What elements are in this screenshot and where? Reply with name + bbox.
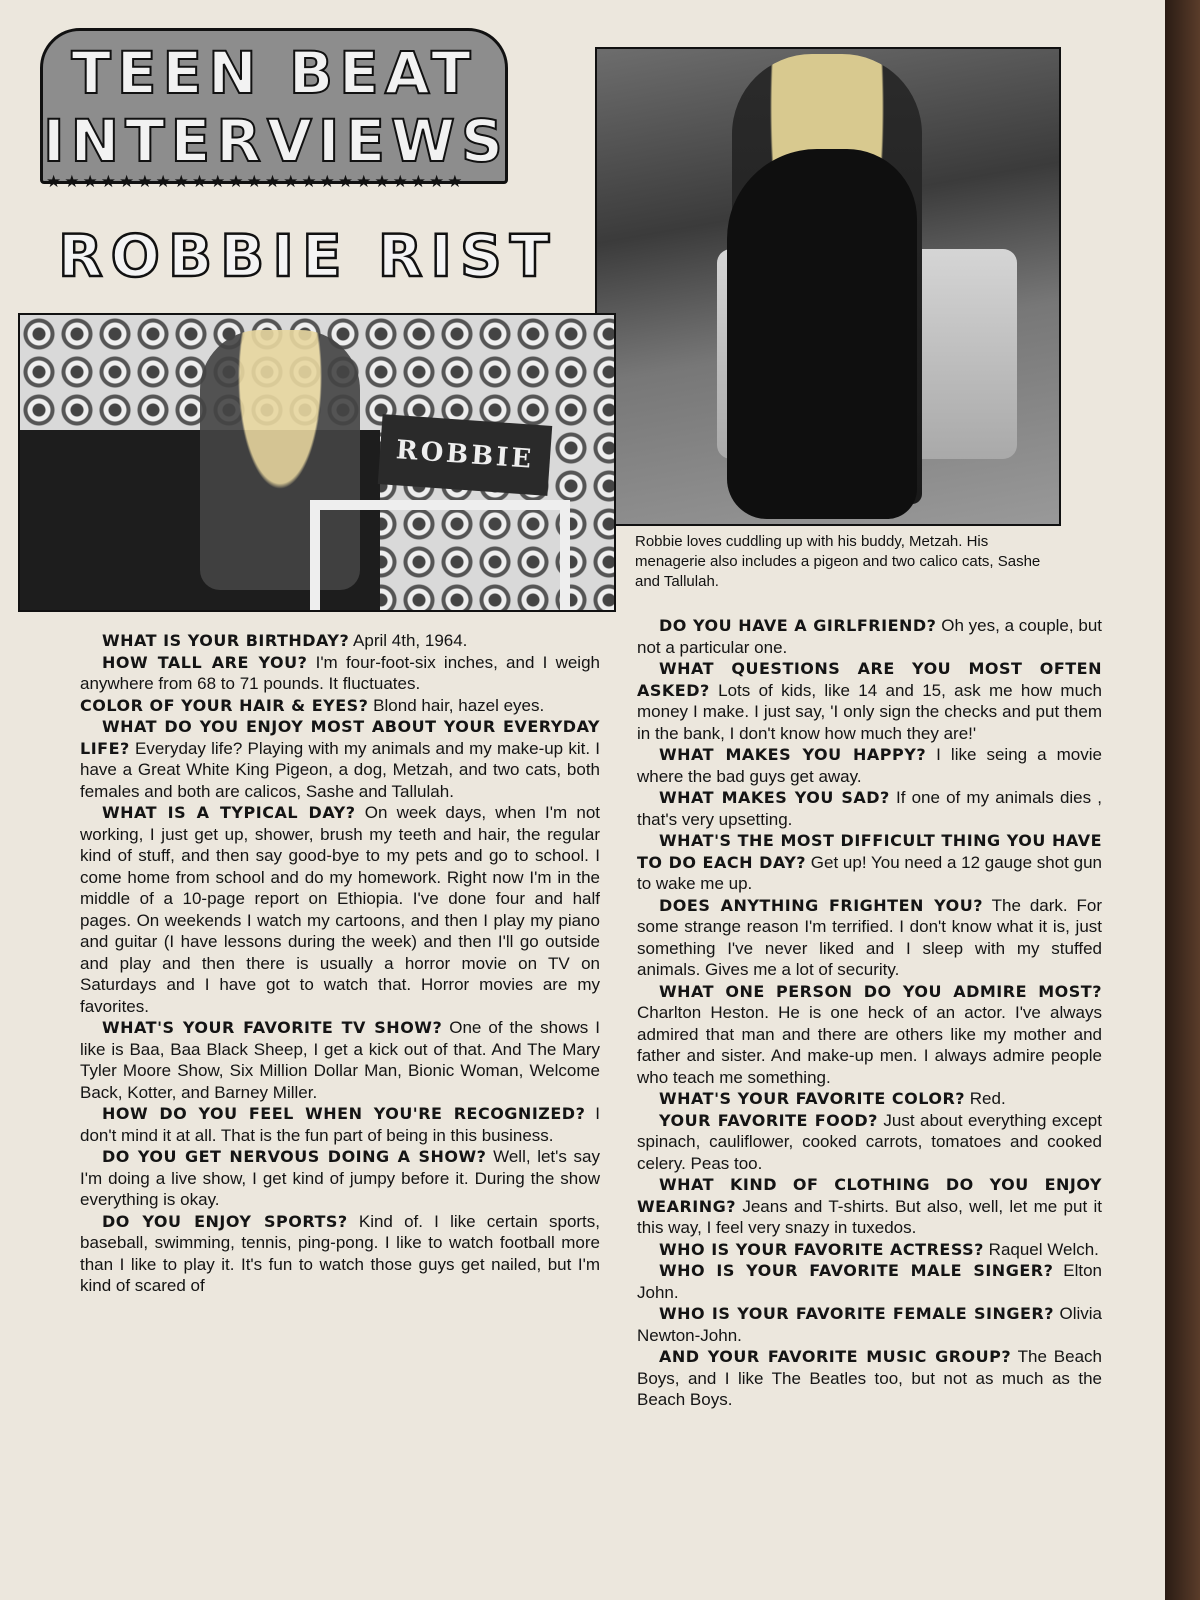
qa-item bbox=[80, 695, 600, 717]
answer: April 4th, 1964. bbox=[349, 631, 468, 650]
qa-item bbox=[80, 716, 600, 802]
interview-column-left bbox=[80, 630, 600, 1297]
question: WHAT DO YOU ENJOY MOST ABOUT YOUR EVERYDAY LIFE? bbox=[80, 717, 600, 758]
question: WHAT KIND OF CLOTHING DO YOU ENJOY WEARING? bbox=[637, 1175, 1102, 1216]
answer: Lots of kids, like 14 and 15, ask me how much money I make. I just say, 'I only sign the checks and put them in the bank, I don't know how much they are!' bbox=[637, 680, 1102, 743]
qa-item bbox=[80, 652, 600, 695]
answer: Get up! You need a 12 gauge shot gun to wake me up. bbox=[637, 852, 1102, 893]
answer: Elton John. bbox=[637, 1261, 1102, 1302]
qa-item bbox=[637, 981, 1102, 1089]
question: WHAT'S YOUR FAVORITE TV SHOW? bbox=[102, 1018, 443, 1037]
chair-name-label: ROBBIE bbox=[378, 414, 552, 496]
question: YOUR FAVORITE FOOD? bbox=[659, 1110, 878, 1130]
answer: I don't mind it at all. That is the fun part of being in this business. bbox=[80, 1104, 600, 1145]
background-edge bbox=[1165, 0, 1200, 1600]
star-divider: ★★★★★★★★★★★★★★★★★★★★★★★ bbox=[46, 172, 466, 191]
question: WHO IS YOUR FAVORITE FEMALE SINGER? bbox=[659, 1304, 1055, 1323]
qa-item bbox=[637, 1239, 1102, 1261]
answer: Raquel Welch. bbox=[983, 1239, 1099, 1259]
answer: Red. bbox=[965, 1089, 1006, 1108]
question: WHO IS YOUR FAVORITE MALE SINGER? bbox=[659, 1261, 1054, 1280]
answer: Kind of. I like certain sports, baseball, swimming, tennis, ping-pong. I like to watch football more than I like to play it. It's fun to watch those guys get nailed, but I'm kind of scared of bbox=[80, 1211, 601, 1295]
photo-robbie-with-dog bbox=[595, 47, 1061, 526]
interview-column-right bbox=[637, 615, 1102, 1411]
qa-item bbox=[637, 658, 1102, 744]
question: DO YOU ENJOY SPORTS? bbox=[102, 1211, 348, 1231]
qa-item bbox=[637, 1110, 1102, 1175]
qa-item bbox=[637, 1303, 1102, 1346]
question: WHAT MAKES YOU SAD? bbox=[659, 788, 890, 807]
qa-item bbox=[637, 1346, 1102, 1411]
question: COLOR OF YOUR HAIR & EYES? bbox=[80, 695, 369, 715]
answer: Oh yes, a couple, but not a particular one. bbox=[637, 616, 1102, 657]
answer: The Beach Boys, and I like The Beatles too, but not as much as the Beach Boys. bbox=[637, 1347, 1102, 1409]
qa-item bbox=[637, 1088, 1102, 1110]
answer: Olivia Newton-John. bbox=[637, 1304, 1102, 1345]
question: WHAT'S THE MOST DIFFICULT THING YOU HAVE TO DO EACH DAY? bbox=[637, 831, 1102, 872]
subject-name: ROBBIE RIST bbox=[58, 222, 558, 290]
qa-item bbox=[637, 830, 1102, 895]
question: WHAT IS YOUR BIRTHDAY? bbox=[102, 631, 350, 650]
answer: Just about everything except spinach, cauliflower, cooked carrots, tomatoes and cooked celery. Peas too. bbox=[637, 1110, 1102, 1173]
qa-item bbox=[637, 1174, 1102, 1239]
qa-item bbox=[80, 1017, 600, 1103]
teen-beat-logo bbox=[40, 28, 508, 184]
qa-item bbox=[637, 787, 1102, 830]
qa-item bbox=[80, 1146, 600, 1211]
question: HOW DO YOU FEEL WHEN YOU'RE RECOGNIZED? bbox=[102, 1104, 586, 1123]
question: DOES ANYTHING FRIGHTEN YOU? bbox=[659, 895, 984, 915]
logo-line-2: INTERVIEWS bbox=[43, 107, 509, 175]
question: WHAT QUESTIONS ARE YOU MOST OFTEN ASKED? bbox=[637, 659, 1102, 700]
question: WHO IS YOUR FAVORITE ACTRESS? bbox=[659, 1239, 984, 1259]
answer: On week days, when I'm not working, I just get up, shower, brush my teeth and hair, the regular kind of stuff, and then say good-bye to my pets and go to school. I come home from school and do my homework. Right now I'm in the middle of a 10-page report on Ethiopia. I've done four and half pages. On weekends I watch my cartoons, and then I play my piano and guitar (I have lessons during the week) and then I'll go outside and play and then there is usually a horror movie on TV on Saturdays and I have got to watch that. Horror movies are my favorites. bbox=[80, 803, 600, 1016]
answer: I'm four-foot-six inches, and I weigh anywhere from 68 to 71 pounds. It fluctuates. bbox=[80, 652, 600, 693]
answer: One of the shows I like is Baa, Baa Black Sheep, I get a kick out of that. And The Mary Tyler Moore Show, Six Million Dollar Man, Bionic Woman, Welcome Back, Kotter, and Barney Miller. bbox=[80, 1018, 601, 1102]
qa-item bbox=[637, 615, 1102, 658]
question: WHAT MAKES YOU HAPPY? bbox=[659, 745, 927, 764]
answer: Blond hair, hazel eyes. bbox=[368, 695, 545, 715]
photo-robbie-in-chair bbox=[18, 313, 616, 612]
question: DO YOU HAVE A GIRLFRIEND? bbox=[659, 616, 937, 635]
question: WHAT IS A TYPICAL DAY? bbox=[102, 803, 356, 822]
answer: Everyday life? Playing with my animals and my make-up kit. I have a Great White King Pigeon, a dog, Metzah, and two cats, both females and both are calicos, Sashe and Tallulah. bbox=[80, 738, 600, 801]
question: AND YOUR FAVORITE MUSIC GROUP? bbox=[659, 1347, 1012, 1366]
question: WHAT ONE PERSON DO YOU ADMIRE MOST? bbox=[659, 981, 1102, 1001]
photo-directors-chair bbox=[310, 500, 570, 610]
photo-dog-figure bbox=[727, 149, 917, 519]
qa-item bbox=[80, 802, 600, 1017]
qa-item bbox=[80, 1211, 600, 1297]
answer: If one of my animals dies , that's very upsetting. bbox=[637, 788, 1103, 829]
logo-line-1: TEEN BEAT bbox=[71, 39, 477, 107]
qa-item bbox=[80, 1103, 600, 1146]
question: DO YOU GET NERVOUS DOING A SHOW? bbox=[102, 1147, 487, 1166]
photo-caption: Robbie loves cuddling up with his buddy, Metzah. His menagerie also includes a pigeon and two calico cats, Sashe and Tallulah. bbox=[635, 533, 1041, 590]
qa-item bbox=[80, 630, 600, 652]
answer: I like seing a movie where the bad guys get away. bbox=[637, 745, 1102, 786]
answer: Charlton Heston. He is one heck of an actor. I've always admired that man and there are others like my mother and father and sister. And make-up men. I always admire people who teach me something. bbox=[637, 1003, 1102, 1087]
qa-item bbox=[637, 744, 1102, 787]
answer: Jeans and T-shirts. But also, well, let me put it this way, I feel very snazy in tuxedos. bbox=[637, 1196, 1102, 1237]
question: WHAT'S YOUR FAVORITE COLOR? bbox=[659, 1089, 966, 1108]
qa-item bbox=[637, 895, 1102, 981]
answer: Well, let's say I'm doing a live show, I get kind of jumpy before it. During the show everything is okay. bbox=[80, 1147, 601, 1209]
qa-item bbox=[637, 1260, 1102, 1303]
question: HOW TALL ARE YOU? bbox=[102, 652, 308, 672]
answer: The dark. For some strange reason I'm terrified. I don't know what it is, just something I've never liked and I sleep with my stuffed animals. Gives me a lot of security. bbox=[637, 895, 1102, 979]
